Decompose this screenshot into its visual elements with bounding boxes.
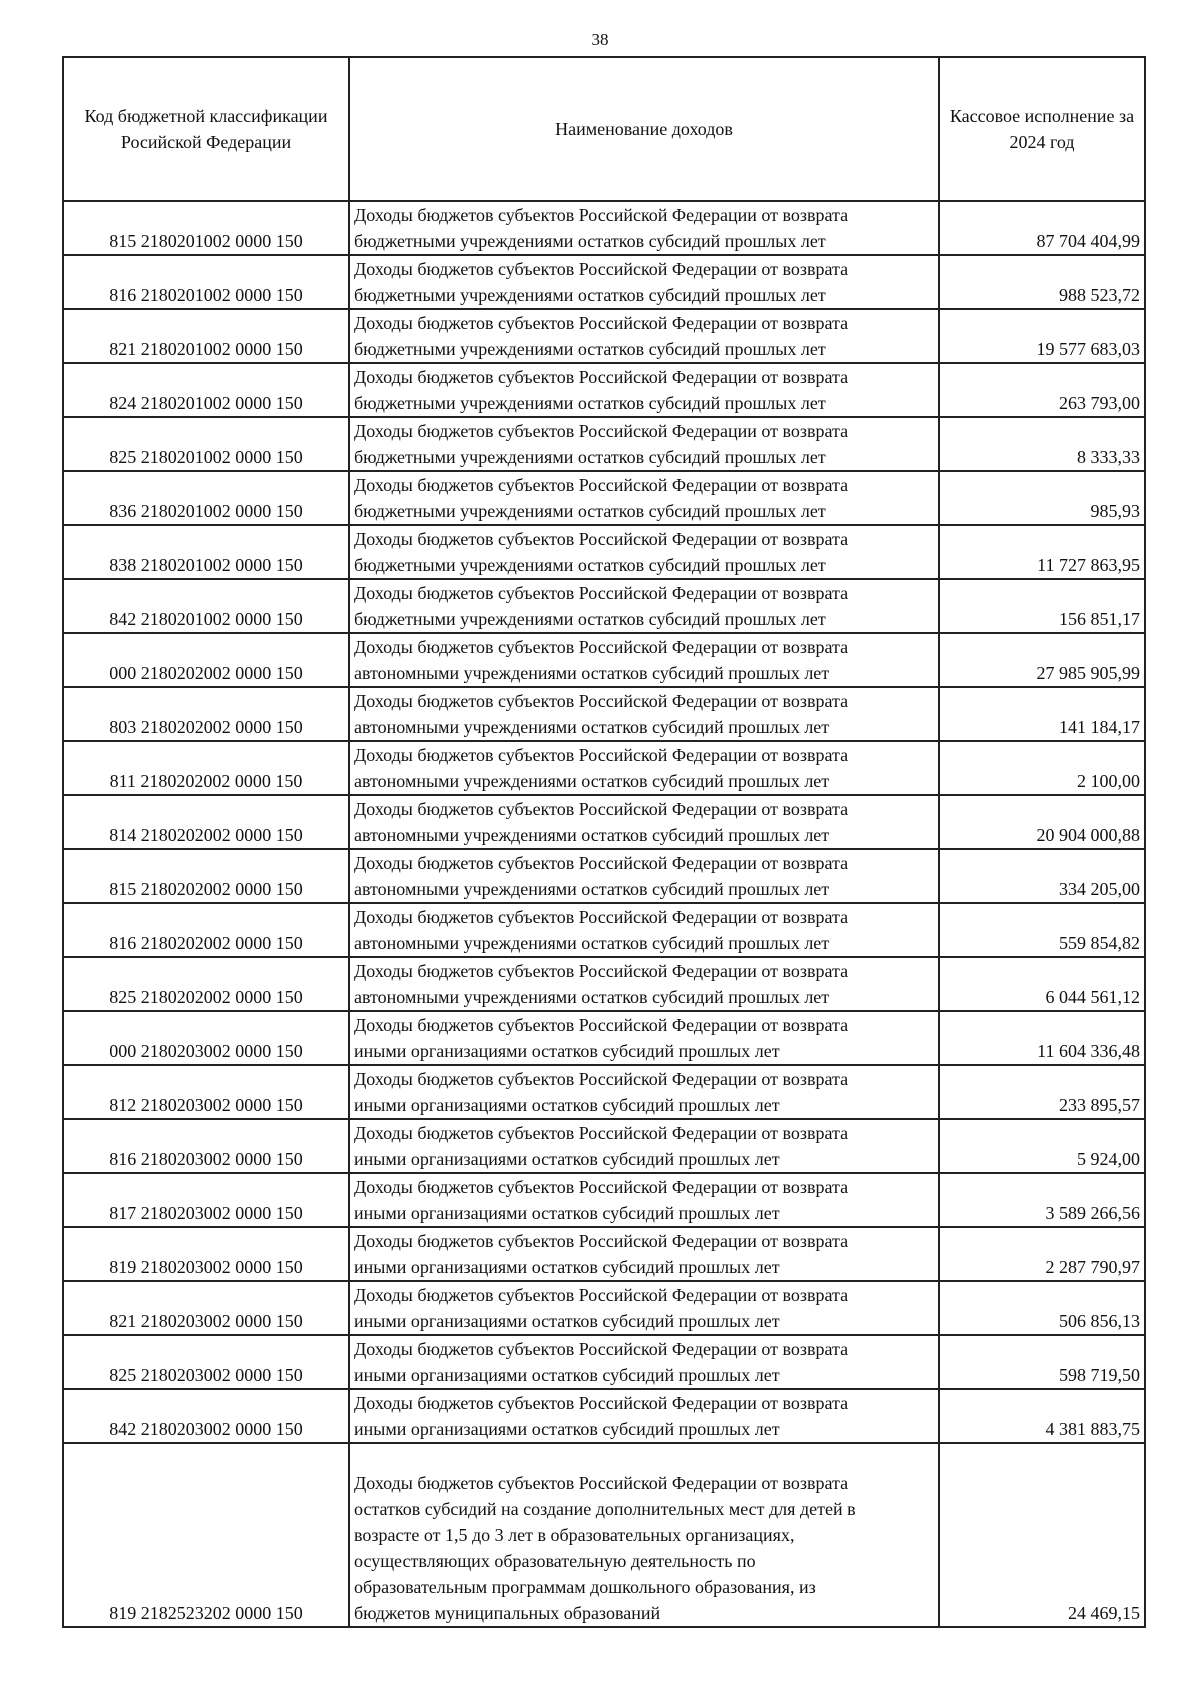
name-cell: Доходы бюджетов субъектов Российской Федерации от возврата иными организациями остатков субсидий прошлых лет [349, 1065, 939, 1119]
code-cell: 821 2180203002 0000 150 [63, 1281, 349, 1335]
amount-cell: 559 854,82 [939, 903, 1145, 957]
code-cell: 842 2180201002 0000 150 [63, 579, 349, 633]
name-cell: Доходы бюджетов субъектов Российской Федерации от возврата бюджетными учреждениями остатков субсидий прошлых лет [349, 255, 939, 309]
amount-cell: 19 577 683,03 [939, 309, 1145, 363]
name-cell: Доходы бюджетов субъектов Российской Федерации от возврата бюджетными учреждениями остатков субсидий прошлых лет [349, 579, 939, 633]
code-cell: 803 2180202002 0000 150 [63, 687, 349, 741]
name-cell: Доходы бюджетов субъектов Российской Федерации от возврата иными организациями остатков субсидий прошлых лет [349, 1119, 939, 1173]
amount-cell: 5 924,00 [939, 1119, 1145, 1173]
amount-cell: 3 589 266,56 [939, 1173, 1145, 1227]
code-cell: 811 2180202002 0000 150 [63, 741, 349, 795]
code-cell: 825 2180201002 0000 150 [63, 417, 349, 471]
code-cell: 825 2180203002 0000 150 [63, 1335, 349, 1389]
name-cell: Доходы бюджетов субъектов Российской Федерации от возврата иными организациями остатков субсидий прошлых лет [349, 1227, 939, 1281]
amount-cell: 20 904 000,88 [939, 795, 1145, 849]
table-row [63, 579, 1145, 633]
table-body [63, 201, 1145, 1627]
name-cell: Доходы бюджетов субъектов Российской Федерации от возврата автономными учреждениями остатков субсидий прошлых лет [349, 741, 939, 795]
code-cell: 836 2180201002 0000 150 [63, 471, 349, 525]
name-cell: Доходы бюджетов субъектов Российской Федерации от возврата иными организациями остатков субсидий прошлых лет [349, 1173, 939, 1227]
name-cell: Доходы бюджетов субъектов Российской Федерации от возврата иными организациями остатков субсидий прошлых лет [349, 1335, 939, 1389]
amount-cell: 233 895,57 [939, 1065, 1145, 1119]
code-cell: 000 2180203002 0000 150 [63, 1011, 349, 1065]
name-cell: Доходы бюджетов субъектов Российской Федерации от возврата иными организациями остатков субсидий прошлых лет [349, 1011, 939, 1065]
table-row [63, 903, 1145, 957]
amount-cell: 11 727 863,95 [939, 525, 1145, 579]
name-cell: Доходы бюджетов субъектов Российской Федерации от возврата автономными учреждениями остатков субсидий прошлых лет [349, 795, 939, 849]
code-cell: 819 2182523202 0000 150 [63, 1443, 349, 1627]
amount-cell: 87 704 404,99 [939, 201, 1145, 255]
table-row [63, 309, 1145, 363]
table-row [63, 957, 1145, 1011]
code-cell: 817 2180203002 0000 150 [63, 1173, 349, 1227]
header-name: Наименование доходов [349, 57, 939, 201]
amount-cell: 2 287 790,97 [939, 1227, 1145, 1281]
table-row [63, 1335, 1145, 1389]
table-row [63, 201, 1145, 255]
amount-cell: 2 100,00 [939, 741, 1145, 795]
name-cell: Доходы бюджетов субъектов Российской Федерации от возврата бюджетными учреждениями остатков субсидий прошлых лет [349, 201, 939, 255]
code-cell: 825 2180202002 0000 150 [63, 957, 349, 1011]
table-row [63, 1389, 1145, 1443]
code-cell: 816 2180202002 0000 150 [63, 903, 349, 957]
name-cell: Доходы бюджетов субъектов Российской Федерации от возврата бюджетными учреждениями остатков субсидий прошлых лет [349, 525, 939, 579]
code-cell: 838 2180201002 0000 150 [63, 525, 349, 579]
amount-cell: 141 184,17 [939, 687, 1145, 741]
table-row [63, 741, 1145, 795]
amount-cell: 263 793,00 [939, 363, 1145, 417]
code-cell: 814 2180202002 0000 150 [63, 795, 349, 849]
amount-cell: 8 333,33 [939, 417, 1145, 471]
code-cell: 816 2180201002 0000 150 [63, 255, 349, 309]
table-row [63, 1065, 1145, 1119]
header-amount: Кассовое исполнение за 2024 год [939, 57, 1145, 201]
name-cell: Доходы бюджетов субъектов Российской Федерации от возврата бюджетными учреждениями остатков субсидий прошлых лет [349, 363, 939, 417]
name-cell: Доходы бюджетов субъектов Российской Федерации от возврата бюджетными учреждениями остатков субсидий прошлых лет [349, 309, 939, 363]
code-cell: 816 2180203002 0000 150 [63, 1119, 349, 1173]
table-row [63, 849, 1145, 903]
name-cell: Доходы бюджетов субъектов Российской Федерации от возврата иными организациями остатков субсидий прошлых лет [349, 1389, 939, 1443]
amount-cell: 156 851,17 [939, 579, 1145, 633]
name-cell: Доходы бюджетов субъектов Российской Федерации от возврата бюджетными учреждениями остатков субсидий прошлых лет [349, 471, 939, 525]
table-row [63, 525, 1145, 579]
table-row [63, 1443, 1145, 1627]
table-row [63, 255, 1145, 309]
table-row [63, 363, 1145, 417]
code-cell: 824 2180201002 0000 150 [63, 363, 349, 417]
table-header-row [63, 57, 1145, 201]
code-cell: 000 2180202002 0000 150 [63, 633, 349, 687]
header-code: Код бюджетной классификации Росийской Федерации [63, 57, 349, 201]
amount-cell: 506 856,13 [939, 1281, 1145, 1335]
amount-cell: 988 523,72 [939, 255, 1145, 309]
name-cell: Доходы бюджетов субъектов Российской Федерации от возврата автономными учреждениями остатков субсидий прошлых лет [349, 849, 939, 903]
table-row [63, 417, 1145, 471]
name-cell: Доходы бюджетов субъектов Российской Федерации от возврата остатков субсидий на создание дополнительных мест для детей в возрасте от 1,5 до 3 лет в образовательных организациях, осуществляющих образовательную деятельность по образовательным программам дошкольного образования, из бюджетов муниципальных образований [349, 1443, 939, 1627]
amount-cell: 985,93 [939, 471, 1145, 525]
table-row [63, 1119, 1145, 1173]
table-row [63, 471, 1145, 525]
name-cell: Доходы бюджетов субъектов Российской Федерации от возврата автономными учреждениями остатков субсидий прошлых лет [349, 957, 939, 1011]
code-cell: 812 2180203002 0000 150 [63, 1065, 349, 1119]
income-table [62, 56, 1146, 1628]
code-cell: 842 2180203002 0000 150 [63, 1389, 349, 1443]
amount-cell: 4 381 883,75 [939, 1389, 1145, 1443]
table-row [63, 633, 1145, 687]
name-cell: Доходы бюджетов субъектов Российской Федерации от возврата иными организациями остатков субсидий прошлых лет [349, 1281, 939, 1335]
table-row [63, 687, 1145, 741]
page-number: 38 [591, 30, 609, 49]
name-cell: Доходы бюджетов субъектов Российской Федерации от возврата автономными учреждениями остатков субсидий прошлых лет [349, 633, 939, 687]
code-cell: 819 2180203002 0000 150 [63, 1227, 349, 1281]
table-row [63, 1227, 1145, 1281]
amount-cell: 24 469,15 [939, 1443, 1145, 1627]
name-cell: Доходы бюджетов субъектов Российской Федерации от возврата автономными учреждениями остатков субсидий прошлых лет [349, 903, 939, 957]
amount-cell: 27 985 905,99 [939, 633, 1145, 687]
amount-cell: 6 044 561,12 [939, 957, 1145, 1011]
code-cell: 815 2180202002 0000 150 [63, 849, 349, 903]
table-row [63, 1173, 1145, 1227]
amount-cell: 334 205,00 [939, 849, 1145, 903]
code-cell: 815 2180201002 0000 150 [63, 201, 349, 255]
table-row [63, 1281, 1145, 1335]
code-cell: 821 2180201002 0000 150 [63, 309, 349, 363]
name-cell: Доходы бюджетов субъектов Российской Федерации от возврата автономными учреждениями остатков субсидий прошлых лет [349, 687, 939, 741]
name-cell: Доходы бюджетов субъектов Российской Федерации от возврата бюджетными учреждениями остатков субсидий прошлых лет [349, 417, 939, 471]
amount-cell: 11 604 336,48 [939, 1011, 1145, 1065]
table-row [63, 1011, 1145, 1065]
table-row [63, 795, 1145, 849]
amount-cell: 598 719,50 [939, 1335, 1145, 1389]
